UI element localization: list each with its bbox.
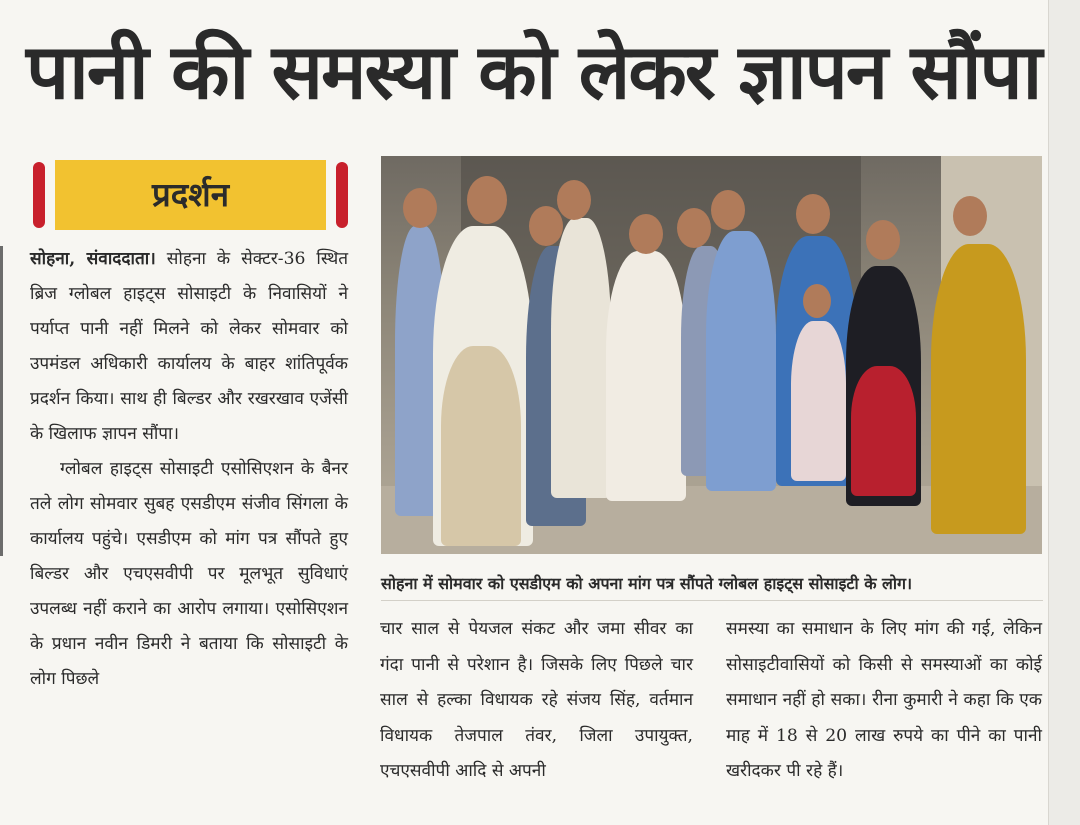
section-tag-label: प्रदर्शन bbox=[55, 160, 326, 230]
person-head bbox=[403, 188, 437, 228]
headline: पानी की समस्या को लेकर ज्ञापन सौंपा bbox=[26, 27, 1041, 116]
person-head bbox=[796, 194, 830, 234]
photo-caption: सोहना में सोमवार को एसडीएम को अपना मांग पत्र सौंपते ग्लोबल हाइट्स सोसाइटी के लोग। bbox=[381, 568, 1043, 601]
dateline: सोहना, संवाददाता। bbox=[30, 249, 156, 269]
person-figure bbox=[931, 244, 1026, 534]
article-paragraph-4: समस्या का समाधान के लिए मांग की गई, लेकिन सोसाइटीवासियों को किसी से समस्याओं का कोई समाधान नहीं हो सका। रीना कुमारी ने कहा कि एक माह में 18 से 20 लाख रुपये का पीने का पानी खरीदकर पी रहे हैं। bbox=[726, 619, 1042, 781]
column-rule bbox=[0, 246, 3, 556]
person-head bbox=[467, 176, 507, 224]
article-column-1 bbox=[30, 242, 348, 697]
person-figure bbox=[791, 321, 846, 481]
tag-cap-left bbox=[33, 162, 45, 228]
person-head bbox=[953, 196, 987, 236]
person-head bbox=[557, 180, 591, 220]
person-figure bbox=[851, 366, 916, 496]
article-paragraph-2: ग्लोबल हाइट्स सोसाइटी एसोसिएशन के बैनर तले लोग सोमवार सुबह एसडीएम संजीव सिंगला के कार्यालय पहुंचे। एसडीएम को मांग पत्र सौंपते हुए बिल्डर और एचएसवीपी पर मूलभूत सुविधाएं उपलब्ध नहीं कराने का आरोप लगाया। एसोसिएशन के प्रधान नवीन डिमरी ने बताया कि सोसाइटी के लोग पिछले bbox=[30, 459, 348, 689]
person-head bbox=[803, 284, 831, 318]
person-figure bbox=[606, 251, 686, 501]
person-head bbox=[529, 206, 563, 246]
news-photo bbox=[381, 156, 1042, 554]
person-head bbox=[866, 220, 900, 260]
person-head bbox=[677, 208, 711, 248]
paragraph-1-text: सोहना के सेक्टर-36 स्थित ब्रिज ग्लोबल हाइट्स सोसाइटी के निवासियों ने पर्याप्त पानी नहीं मिलने को लेकर सोमवार को उपमंडल अधिकारी कार्यालय के बाहर शांतिपूर्वक प्रदर्शन किया। साथ ही बिल्डर और रखरखाव एजेंसी के खिलाफ ज्ञापन सौंपा। bbox=[30, 249, 348, 444]
scan-edge bbox=[1048, 0, 1080, 825]
tag-cap-right bbox=[336, 162, 348, 228]
article-column-2 bbox=[380, 612, 693, 790]
person-figure bbox=[441, 346, 521, 546]
person-head bbox=[629, 214, 663, 254]
section-tag bbox=[33, 160, 348, 230]
person-figure bbox=[706, 231, 776, 491]
article-column-3 bbox=[726, 612, 1042, 790]
person-head bbox=[711, 190, 745, 230]
person-figure bbox=[551, 218, 611, 498]
article-paragraph-1 bbox=[30, 242, 348, 452]
article-paragraph-3: चार साल से पेयजल संकट और जमा सीवर का गंदा पानी से परेशान है। जिसके लिए पिछले चार साल से हल्का विधायक रहे संजय सिंह, वर्तमान विधायक तेजपाल तंवर, जिला उपायुक्त, एचएसवीपी आदि से अपनी bbox=[380, 619, 693, 781]
